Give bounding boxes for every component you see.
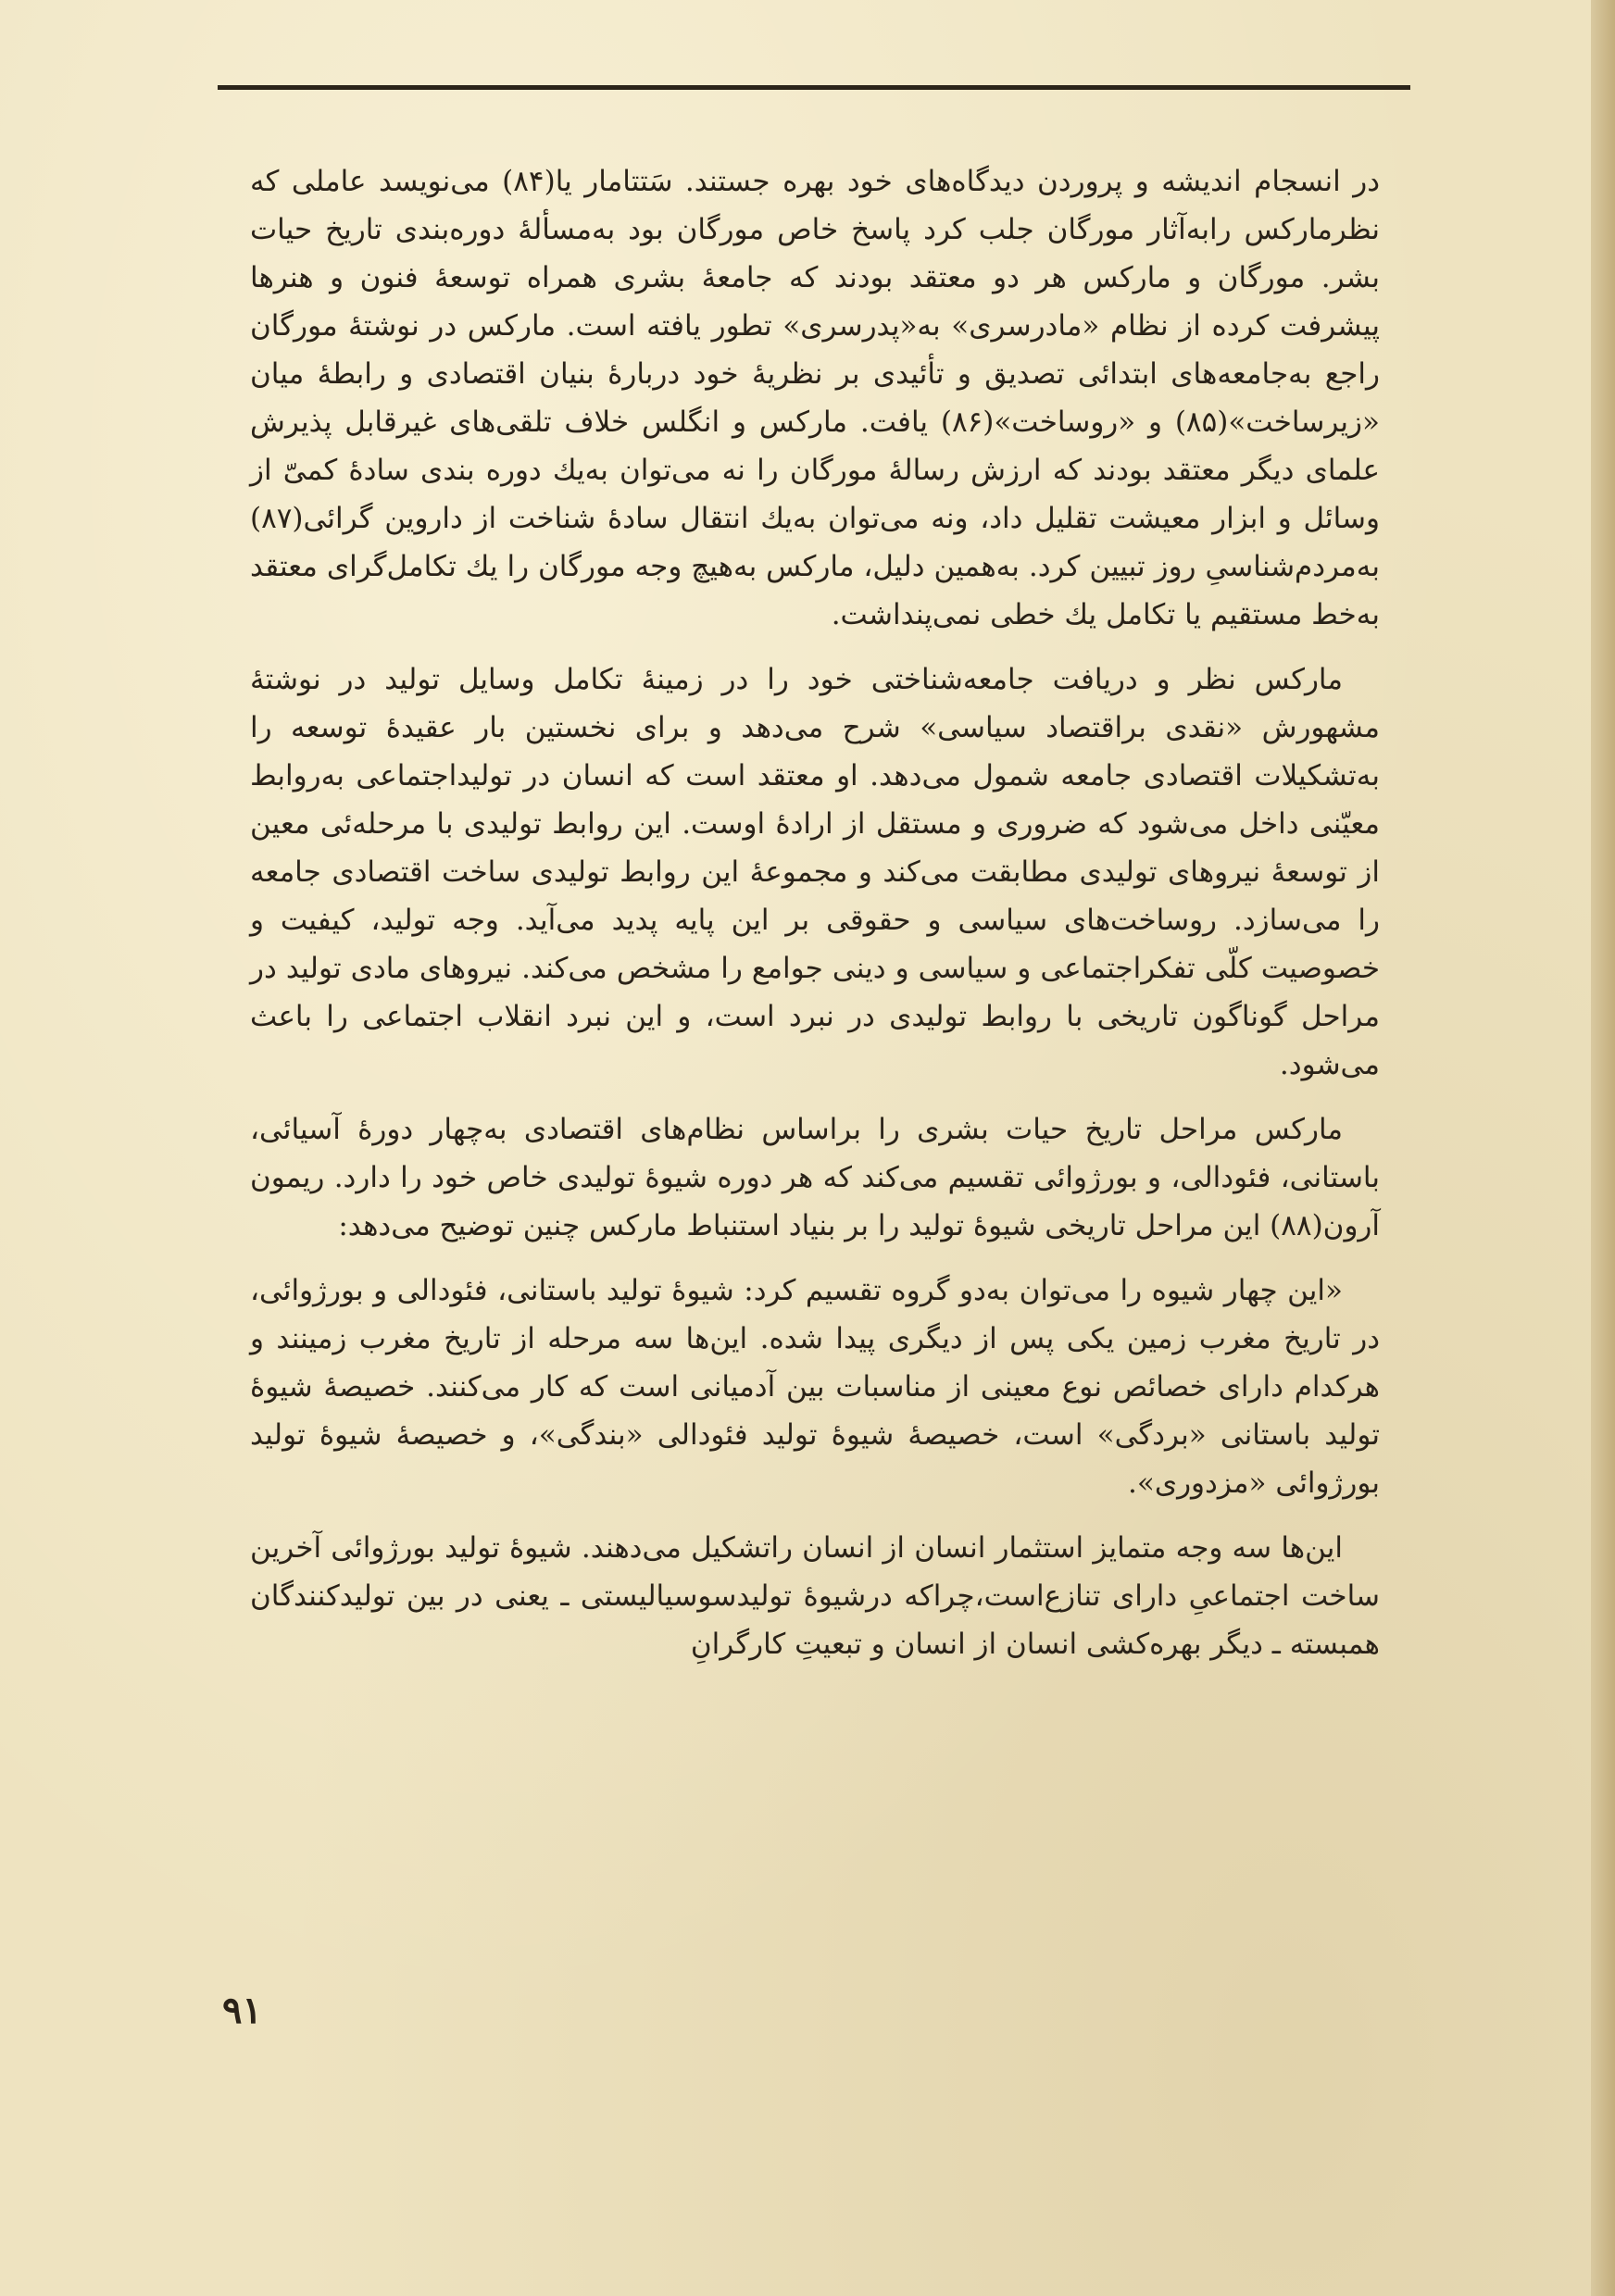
paragraph-2: مارکس نظر و دریافت جامعه‌شناختی خود را در زمینهٔ تکامل وسایل تولید در نوشتهٔ مشهورش «نقدی براقتصاد سیاسی» شرح می‌دهد و برای نخستین بار عقیدهٔ توسعه را به‌تشکیلات اقتصادی جامعه شمول می‌دهد. او معتقد است که انسان در تولیداجتماعی به‌روابط معیّنی داخل می‌شود که ضروری و مستقل از ارادهٔ اوست. این روابط تولیدی با مرحله‌ئی معین از توسعهٔ نیروهای تولیدی مطابقت می‌کند و مجموعهٔ این روابط تولیدی ساخت اقتصادی جامعه را می‌سازد. روساخت‌های سیاسی و حقوقی بر این پایه پدید می‌آید. وجه تولید، کیفیت و خصوصیت کلّی تفکراجتماعی و سیاسی و دینی جوامع را مشخص می‌کند. نیروهای مادی تولید در مراحل گوناگون تاریخی با روابط تولیدی در نبرد است، و این نبرد انقلاب اجتماعی را باعث می‌شود. bbox=[250, 663, 1381, 1081]
page-number: ۹۱ bbox=[222, 1989, 262, 2032]
body-text bbox=[250, 157, 1380, 1685]
book-spine-edge bbox=[1591, 0, 1615, 2296]
header-rule bbox=[218, 85, 1410, 90]
quote-paragraph-2: این‌ها سه وجه متمایز استثمار انسان از انسان راتشکیل می‌دهند. شیوهٔ تولید بورژوائی آخرین ساخت اجتماعیِ دارای تنازع‌است،چراکه درشیوهٔ تولیدسوسیالیستی ـ یعنی در بین تولیدکنندگان همبسته ـ دیگر بهره‌کشی انسان از انسان و تبعیتِ کارگرانِ bbox=[250, 1531, 1380, 1661]
quote-paragraph-1: «این چهار شیوه را می‌توان به‌دو گروه تقسیم کرد: شیوهٔ تولید باستانی، فئودالی و بورژوائی، در تاریخ مغرب زمین یکی پس از دیگری پیدا شده. این‌ها سه مرحله از تاریخ مغرب زمینند و هرکدام دارای خصائص نوع معینی از مناسبات بین آدمیانی است که کار می‌کنند. خصیصهٔ شیوهٔ تولید باستانی «بردگی» است، خصیصهٔ شیوهٔ تولید فئودالی «بندگی»، و خصیصهٔ شیوهٔ تولید بورژوائی «مزدوری». bbox=[250, 1274, 1380, 1500]
paragraph-1: در انسجام اندیشه و پروردن دیدگاه‌های خود بهره جستند. سَتتامار یا(۸۴) می‌نویسد عاملی که نظرمارکس رابه‌آثار مورگان جلب کرد پاسخ خاص مورگان بود به‌مسألهٔ دوره‌بندی تاریخ حیات بشر. مورگان و مارکس هر دو معتقد بودند که جامعهٔ بشری همراه توسعهٔ فنون و هنرها پیشرفت کرده از نظام «مادرسری» به«پدرسری» تطور یافته است. مارکس در نوشتهٔ مورگان راجع به‌جامعه‌های ابتدائی تصدیق و تأئیدی بر نظریهٔ خود دربارهٔ بنیان اقتصادی و رابطهٔ میان «زیرساخت»(۸۵) و «روساخت»(۸۶) یافت. مارکس و انگلس خلاف تلقی‌های غیرقابل پذیرش علمای دیگر معتقد بودند که ارزش رسالهٔ مورگان را نه می‌توان به‌یك دوره بندی سادهٔ کمیّ از وسائل و ابزار معیشت تقلیل داد، ونه می‌توان به‌یك انتقال سادهٔ شناخت از داروین گرائی(۸۷) به‌مردم‌شناسیِ روز تبیین کرد. به‌همین دلیل، مارکس به‌هیچ وجه مورگان را یك تکامل‌گرای معتقد به‌خط مستقیم یا تکامل یك خطی نمی‌پنداشت. bbox=[250, 165, 1380, 631]
paragraph-3: مارکس مراحل تاریخ حیات بشری را براساس نظام‌های اقتصادی به‌چهار دورهٔ آسیائی، باستانی، فئودالی، و بورژوائی تقسیم می‌کند که هر دوره شیوهٔ تولیدی خاص خود را دارد. ریمون آرون(۸۸) این مراحل تاریخی شیوهٔ تولید را بر بنیاد استنباط مارکس چنین توضیح می‌دهد: bbox=[250, 1113, 1380, 1242]
